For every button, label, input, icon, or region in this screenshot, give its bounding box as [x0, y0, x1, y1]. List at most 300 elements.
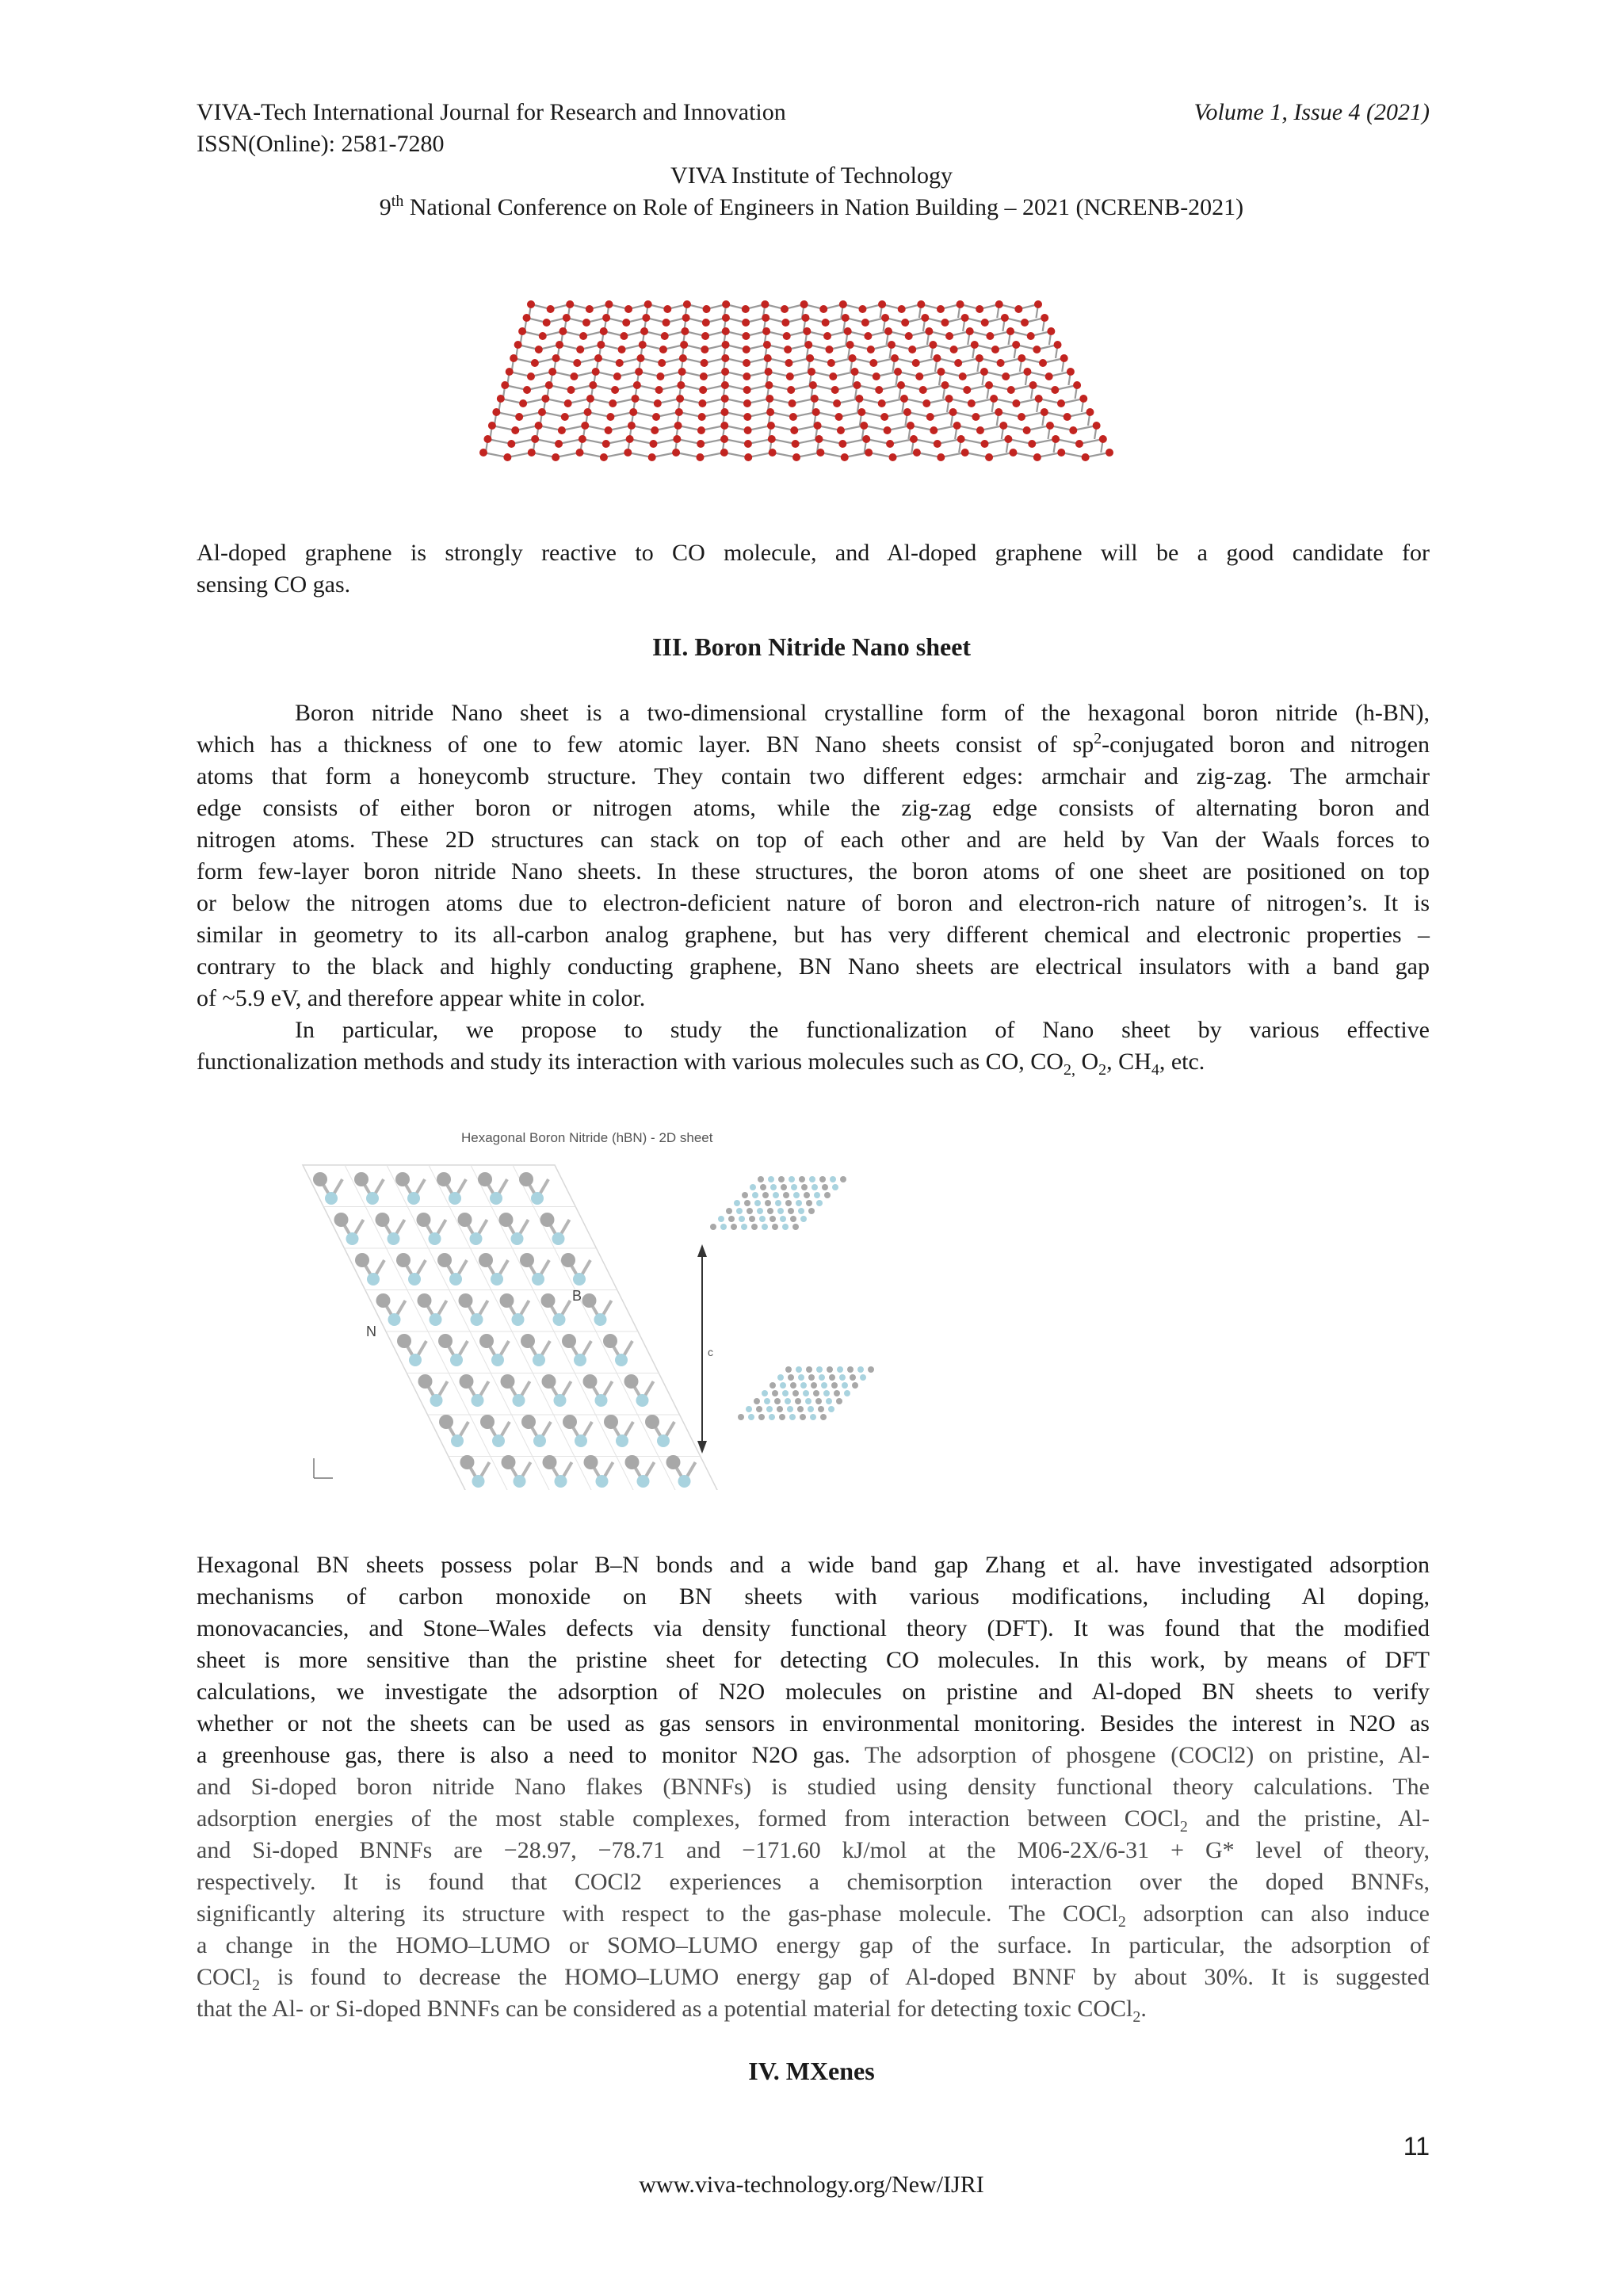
- layer-atom: [754, 1398, 760, 1404]
- atom: [1039, 359, 1047, 367]
- layer-atom: [816, 1200, 823, 1206]
- layer-atom: [842, 1382, 848, 1389]
- atom: [835, 413, 843, 421]
- nitrogen-atom: [418, 1374, 433, 1389]
- atom: [945, 395, 953, 403]
- atom: [531, 359, 539, 367]
- nitrogen-atom: [521, 1334, 535, 1348]
- atom: [722, 314, 730, 322]
- layer-atom: [726, 1208, 732, 1214]
- boron-atom: [554, 1394, 567, 1407]
- boron-atom: [514, 1475, 526, 1488]
- section-heading-mxenes: IV. MXenes: [748, 2057, 875, 2085]
- atom: [698, 399, 706, 407]
- layer-atom: [748, 1414, 754, 1420]
- atom: [991, 346, 999, 353]
- atom: [701, 332, 709, 340]
- atom: [488, 422, 496, 430]
- atom: [787, 386, 795, 394]
- boron-atom: [449, 1192, 461, 1205]
- atom: [811, 395, 819, 403]
- layer-atom: [827, 1366, 833, 1373]
- atom: [555, 440, 563, 448]
- hbn-figure: [293, 1125, 927, 1490]
- layer-atom: [789, 1176, 795, 1182]
- boron-atom: [451, 1435, 464, 1447]
- layer-atom: [850, 1374, 856, 1381]
- atom: [1041, 314, 1048, 322]
- layer-atom: [734, 1200, 740, 1206]
- layer-atom: [710, 1224, 716, 1230]
- layer-atom: [741, 1224, 747, 1230]
- layer-atom: [775, 1200, 781, 1206]
- nitrogen-atom: [439, 1415, 453, 1429]
- layer-atom: [847, 1366, 854, 1373]
- layer-atom: [831, 1382, 838, 1389]
- layer-atom: [765, 1200, 771, 1206]
- boron-nitride-paragraph: Boron nitride Nano sheet is a two-dimensional crystalline form of the hexagonal boron nitride (h-BN), which has a thickness of one to few atomic layer. BN Nano sheets consist of $sp^2$-conjugated boron and nitrogen atoms that form a honeycomb structure. They contain two different edges: armchair and zig-zag. The armchair edge consists of either boron or nitrogen atoms, while the zig-zag edge consists of alternating boron and nitrogen atoms. These 2D structures can stack on top of each other and are held by Van der Waals forces to form few-layer boron nitride Nano sheets. In these structures, the boron atoms of one sheet are positioned on top or below the nitrogen atoms due to electron-deficient nature of boron and electron-rich nature of nitrogen’s. It is similar in geometry to its all-carbon analog graphene, but has very different chemical and electronic properties – contrary to the black and highly conducting graphene, BN Nano sheets are electrical insulators with a band gap of ~5.9 eV, and therefore appear white in color.: [197, 700, 1430, 1011]
- atom: [699, 386, 707, 394]
- boron-atom: [553, 1313, 566, 1326]
- atom: [1023, 426, 1031, 434]
- atom: [922, 399, 930, 407]
- layer-atom: [791, 1184, 797, 1190]
- nitrogen-atom: [499, 1213, 514, 1227]
- c-axis-label: c: [708, 1346, 713, 1358]
- atom: [929, 341, 937, 349]
- atom: [519, 399, 527, 407]
- boron-atom: [388, 1313, 401, 1326]
- boron-atom: [430, 1313, 442, 1326]
- atom: [510, 354, 517, 362]
- atom: [648, 453, 656, 461]
- atom: [654, 399, 662, 407]
- atom: [1027, 332, 1035, 340]
- atom: [784, 346, 792, 353]
- atom: [744, 440, 752, 448]
- layer-atom: [788, 1374, 794, 1381]
- boron-atom: [430, 1394, 443, 1407]
- layer-atom: [793, 1192, 800, 1198]
- layer-atom: [805, 1398, 812, 1404]
- atom: [785, 359, 792, 367]
- atom: [972, 413, 980, 421]
- hbn-group: [303, 1165, 874, 1490]
- atom: [541, 395, 549, 403]
- atom: [663, 305, 671, 313]
- layer-atom: [840, 1176, 846, 1182]
- atom: [576, 449, 584, 457]
- atom: [511, 426, 519, 434]
- atom: [743, 399, 751, 407]
- atom: [584, 408, 592, 416]
- layer-atom: [826, 1398, 832, 1404]
- boron-atom: [472, 1394, 484, 1407]
- atom: [891, 354, 899, 362]
- atom: [676, 395, 684, 403]
- nitrogen-atom: [355, 1253, 369, 1267]
- atom: [579, 332, 587, 340]
- atom: [897, 381, 905, 389]
- layer-atom: [868, 1366, 874, 1373]
- atom: [878, 300, 886, 308]
- atom: [841, 453, 849, 461]
- layer-atom: [790, 1216, 796, 1222]
- grid-line: [387, 1165, 553, 1490]
- nitrogen-atom: [458, 1213, 472, 1227]
- nitrogen-atom: [540, 1213, 555, 1227]
- nitrogen-atom: [334, 1213, 349, 1227]
- atom: [792, 453, 800, 461]
- layer-atom: [813, 1390, 819, 1396]
- atom: [611, 386, 619, 394]
- atom: [957, 435, 965, 443]
- boron-atom: [490, 1192, 502, 1205]
- layer-atom: [785, 1366, 792, 1373]
- hbn-lattice-drawing: [293, 1125, 927, 1490]
- atom: [953, 422, 961, 430]
- atom: [558, 426, 566, 434]
- nitrogen-atom: [582, 1293, 597, 1308]
- atom: [1018, 354, 1025, 362]
- atom: [790, 426, 798, 434]
- atom: [515, 413, 523, 421]
- atom: [674, 422, 682, 430]
- atom: [655, 386, 663, 394]
- boron-atom: [367, 1273, 380, 1286]
- atom: [722, 300, 730, 308]
- atom: [1045, 372, 1053, 380]
- nitrogen-atom: [417, 1213, 431, 1227]
- institute-name: VIVA Institute of Technology: [670, 162, 953, 189]
- atom: [915, 372, 923, 380]
- atom: [661, 332, 669, 340]
- layer-atom: [836, 1398, 842, 1404]
- boron-atom: [532, 1273, 544, 1286]
- atom: [880, 413, 888, 421]
- atom: [563, 314, 571, 322]
- atom: [547, 305, 555, 313]
- boron-atom: [533, 1354, 545, 1366]
- atom: [873, 372, 880, 380]
- atom: [742, 319, 750, 327]
- atom: [673, 435, 681, 443]
- nitrogen-atom: [500, 1293, 514, 1308]
- layer-atom: [799, 1176, 805, 1182]
- atom: [831, 386, 839, 394]
- atom: [682, 314, 690, 322]
- layer-atom: [810, 1414, 816, 1420]
- boron-atom: [492, 1435, 505, 1447]
- atom: [819, 305, 827, 313]
- atom: [858, 305, 866, 313]
- atom: [900, 395, 908, 403]
- layer-atom: [718, 1216, 724, 1222]
- atom: [1012, 399, 1020, 407]
- layer-atom: [777, 1208, 784, 1214]
- atom: [518, 327, 526, 335]
- atom: [792, 440, 800, 448]
- boron-atom: [450, 1354, 463, 1366]
- atom: [624, 449, 632, 457]
- boron-atom: [472, 1475, 485, 1488]
- atom: [827, 359, 835, 367]
- atom: [649, 440, 657, 448]
- atom: [586, 395, 594, 403]
- atom: [1106, 449, 1113, 457]
- atom: [881, 314, 889, 322]
- layer-atom: [752, 1192, 758, 1198]
- atom: [722, 341, 730, 349]
- layer-atom: [758, 1176, 764, 1182]
- layer-atom: [798, 1374, 804, 1381]
- atom: [573, 359, 581, 367]
- boron-atom: [552, 1232, 565, 1245]
- nitrogen-atom: [624, 1374, 639, 1389]
- boron-atom: [388, 1232, 400, 1245]
- atom: [1057, 399, 1065, 407]
- atom: [981, 440, 989, 448]
- boron-atom: [596, 1475, 609, 1488]
- atom: [642, 314, 650, 322]
- atom: [941, 381, 949, 389]
- layer-atom: [800, 1216, 807, 1222]
- atom: [559, 327, 567, 335]
- boron-atom: [470, 1232, 483, 1245]
- atom: [564, 399, 572, 407]
- atom: [789, 399, 796, 407]
- layer-atom: [852, 1382, 858, 1389]
- layer-atom: [781, 1184, 787, 1190]
- atom: [862, 435, 870, 443]
- layer-atom: [844, 1390, 850, 1396]
- atom: [576, 346, 584, 353]
- atom: [742, 332, 750, 340]
- atom: [606, 413, 614, 421]
- layer-atom: [832, 1184, 838, 1190]
- footer-url[interactable]: www.viva-technology.org/New/IJRI: [639, 2172, 984, 2198]
- atom: [919, 386, 927, 394]
- atom: [913, 449, 921, 457]
- atom: [548, 368, 556, 376]
- atom: [582, 319, 590, 327]
- atom: [552, 354, 560, 362]
- atom: [968, 399, 976, 407]
- atom: [815, 435, 823, 443]
- atom: [1009, 449, 1017, 457]
- atom: [768, 435, 776, 443]
- atom: [1064, 413, 1071, 421]
- atom: [701, 359, 708, 367]
- nitrogen-atom: [478, 1172, 492, 1186]
- nitrogen-atom: [561, 1253, 575, 1267]
- atom: [985, 381, 993, 389]
- layer-atom: [789, 1414, 796, 1420]
- atom: [501, 381, 509, 389]
- atom: [839, 300, 847, 308]
- boron-atom: [491, 1273, 503, 1286]
- layer-atom: [818, 1406, 824, 1412]
- boron-atom: [533, 1435, 546, 1447]
- atom: [769, 449, 777, 457]
- atom: [702, 319, 710, 327]
- boron-atom: [491, 1354, 504, 1366]
- nitrogen-atom: [438, 1334, 453, 1348]
- atom: [865, 449, 873, 457]
- layer-atom: [760, 1184, 766, 1190]
- atom: [959, 372, 967, 380]
- layer-atom: [759, 1216, 766, 1222]
- atom: [945, 332, 953, 340]
- layer-atom: [796, 1366, 802, 1373]
- layer-atom: [738, 1414, 744, 1420]
- layer-atom: [804, 1192, 810, 1198]
- atom: [878, 399, 886, 407]
- atom: [976, 305, 983, 313]
- layer-atom: [769, 1414, 775, 1420]
- atom: [609, 399, 617, 407]
- atom: [1033, 346, 1041, 353]
- atom: [921, 314, 929, 322]
- layer-atom: [808, 1406, 814, 1412]
- nitrogen-atom: [460, 1374, 474, 1389]
- atom: [703, 305, 711, 313]
- atom: [886, 440, 894, 448]
- layer-atom: [731, 1224, 737, 1230]
- atom: [1001, 314, 1009, 322]
- nitrogen-atom: [479, 1334, 494, 1348]
- atom: [742, 305, 750, 313]
- boron-atom: [594, 1313, 607, 1326]
- atom: [971, 341, 979, 349]
- atom: [925, 327, 933, 335]
- atom: [1034, 300, 1042, 308]
- layer-atom: [819, 1176, 826, 1182]
- atom: [950, 346, 958, 353]
- layer-atom: [772, 1224, 778, 1230]
- atom: [605, 300, 613, 308]
- atom: [851, 368, 859, 376]
- atom: [829, 372, 837, 380]
- nitrogen-atom: [376, 1213, 390, 1227]
- volume-issue: Volume 1, Issue 4 (2021): [1193, 99, 1430, 125]
- boron-atom: [555, 1475, 567, 1488]
- atom: [999, 422, 1007, 430]
- atom: [1004, 435, 1012, 443]
- layer-atom: [728, 1216, 735, 1222]
- atom: [986, 332, 994, 340]
- atom: [966, 327, 974, 335]
- layer-atom: [829, 1374, 835, 1381]
- atom: [679, 354, 687, 362]
- nitrogen-atom: [501, 1374, 515, 1389]
- atom: [1033, 453, 1041, 461]
- nitrogen-atom: [542, 1374, 556, 1389]
- atom: [663, 319, 670, 327]
- layer-atom: [811, 1382, 817, 1389]
- layer-atom: [830, 1176, 836, 1182]
- atom: [539, 332, 547, 340]
- atom: [888, 341, 896, 349]
- layer-atom: [806, 1200, 812, 1206]
- boron-atom: [616, 1435, 628, 1447]
- nitrogen-atom: [603, 1334, 617, 1348]
- atom: [875, 386, 883, 394]
- layer-atom: [754, 1200, 761, 1206]
- atom: [800, 300, 808, 308]
- layer-atom: [756, 1406, 762, 1412]
- atom: [1028, 440, 1036, 448]
- layer-atom: [762, 1192, 769, 1198]
- layer-atom: [744, 1200, 750, 1206]
- atom: [789, 413, 797, 421]
- atom: [1099, 435, 1107, 443]
- boron-atom: [325, 1192, 338, 1205]
- atom: [743, 346, 750, 353]
- atom: [639, 341, 647, 349]
- atom: [632, 395, 640, 403]
- atom: [762, 327, 770, 335]
- atom: [844, 327, 852, 335]
- atom: [527, 300, 535, 308]
- atom: [675, 408, 683, 416]
- atom: [764, 354, 772, 362]
- layer-atom: [782, 1390, 789, 1396]
- layer-atom: [792, 1390, 799, 1396]
- stacked-layer: [710, 1176, 846, 1230]
- nitrogen-atom: [645, 1415, 659, 1429]
- atom: [767, 422, 775, 430]
- nitrogen-atom: [562, 1334, 576, 1348]
- layer-atom: [788, 1208, 794, 1214]
- nitrogen-atom: [395, 1172, 410, 1186]
- boron-atom: [615, 1354, 628, 1366]
- atom: [869, 359, 877, 367]
- atom: [696, 453, 704, 461]
- nitrogen-atom: [460, 1455, 475, 1469]
- boron-atom: [429, 1232, 441, 1245]
- nitrogen-atom: [563, 1415, 577, 1429]
- atom: [594, 354, 602, 362]
- atom: [926, 413, 934, 421]
- layer-atom: [795, 1398, 801, 1404]
- nitrogen-atom: [313, 1172, 327, 1186]
- atom: [701, 346, 708, 353]
- boron-atom: [471, 1313, 483, 1326]
- boron-atom: [449, 1273, 462, 1286]
- atom: [683, 300, 691, 308]
- nitrogen-atom: [354, 1172, 369, 1186]
- atom: [528, 449, 536, 457]
- nitrogen-atom: [396, 1253, 411, 1267]
- layer-atom: [806, 1366, 812, 1373]
- layer-atom: [796, 1200, 802, 1206]
- atom: [566, 300, 574, 308]
- atom: [503, 453, 511, 461]
- atom: [743, 372, 750, 380]
- nitrogen-atom: [541, 1293, 556, 1308]
- layer-atom: [803, 1390, 809, 1396]
- atom: [861, 319, 869, 327]
- atom: [781, 305, 789, 313]
- layer-atom: [758, 1414, 765, 1420]
- atom: [995, 300, 1003, 308]
- atom: [846, 341, 854, 349]
- atom: [600, 327, 608, 335]
- nitrogen-atom: [502, 1455, 516, 1469]
- atom: [985, 453, 993, 461]
- atom: [802, 314, 810, 322]
